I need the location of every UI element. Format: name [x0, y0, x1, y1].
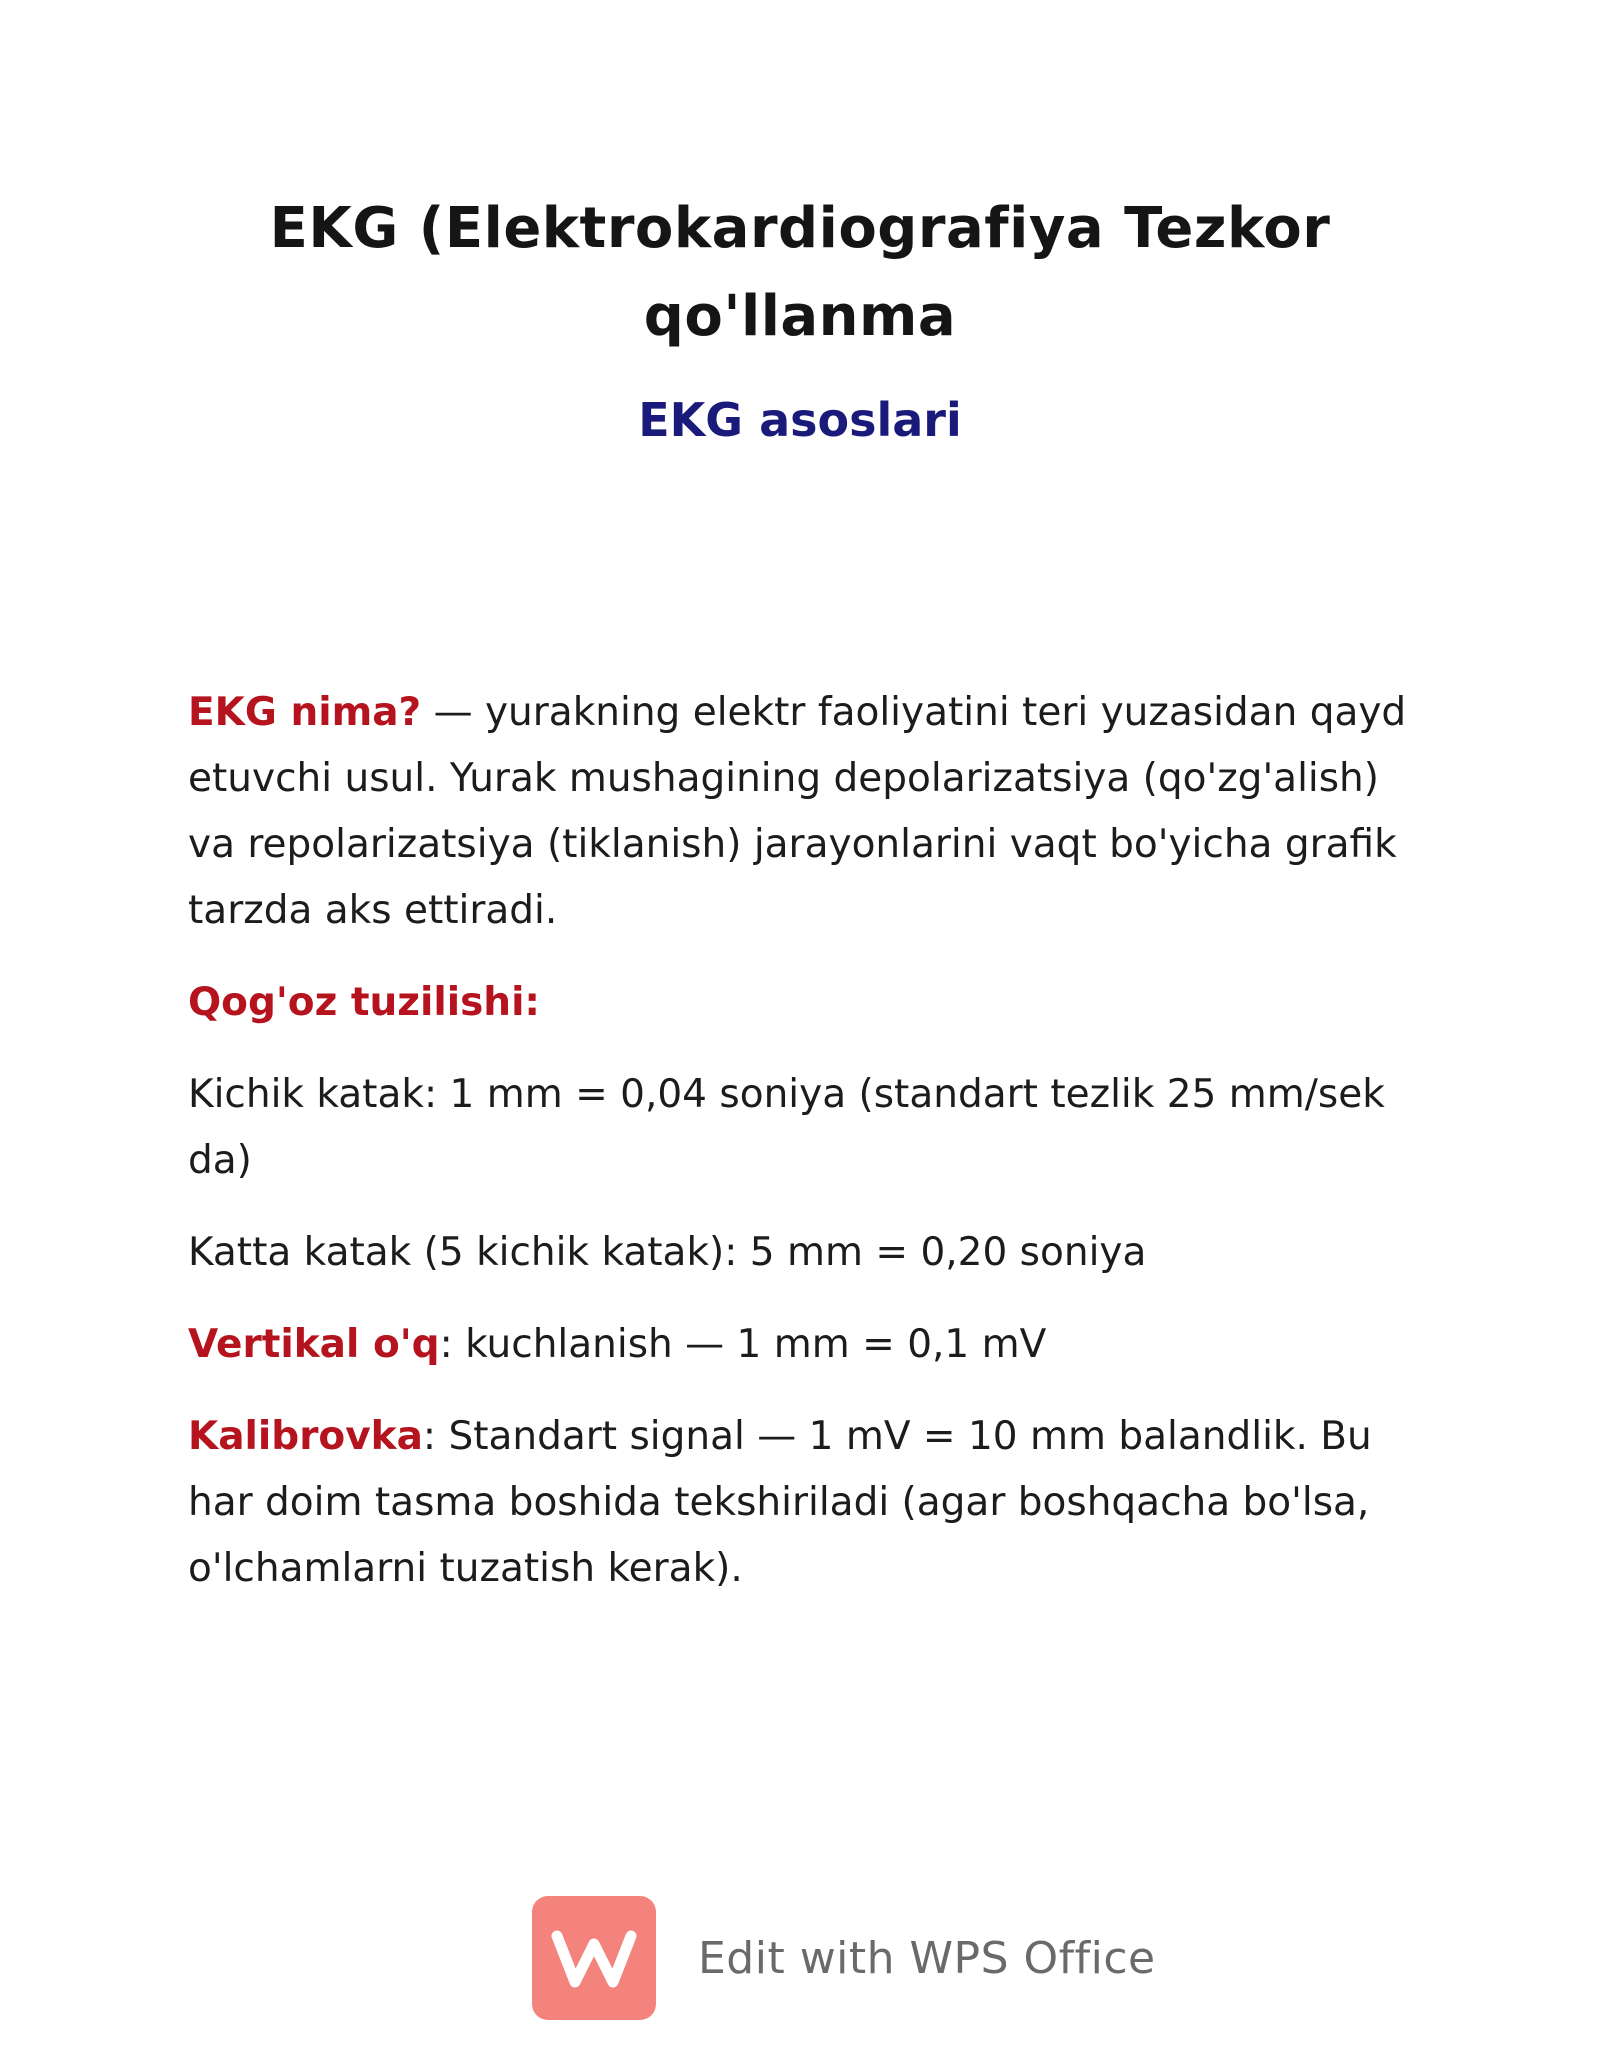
calibration-term: Kalibrovka: [188, 1414, 423, 1459]
title-line-2: qo'llanma: [643, 284, 957, 349]
document-title: [250, 185, 1350, 361]
title-line-1: EKG (Elektrokardiografiya Tezkor: [269, 196, 1331, 261]
intro-paragraph: [188, 680, 1428, 944]
document-subtitle: EKG asoslari: [638, 393, 962, 447]
vertical-term: Vertikal o'q: [188, 1322, 440, 1367]
wps-office-logo-icon: [532, 1896, 656, 2020]
large-box-paragraph: Katta katak (5 kichik katak): 5 mm = 0,20 soniya: [188, 1230, 1147, 1275]
vertical-text: : kuchlanish — 1 mm = 0,1 mV: [439, 1322, 1047, 1367]
paper-structure-heading: Qog'oz tuzilishi:: [188, 980, 541, 1025]
wps-watermark[interactable]: [532, 1895, 1156, 2021]
wps-watermark-text: Edit with WPS Office: [698, 1932, 1156, 1984]
calibration-paragraph: [188, 1404, 1428, 1602]
document-body: [188, 680, 1428, 1602]
calibration-text: : Standart signal — 1 mV = 10 mm balandlik. Bu har doim tasma boshida tekshiriladi (agar boshqacha bo'lsa, o'lchamlarni tuzatish kerak).: [188, 1414, 1372, 1591]
intro-text: — yurakning elektr faoliyatini teri yuzasidan qayd etuvchi usul. Yurak mushagining depolarizatsiya (qo'zg'alish) va repolarizatsiya (tiklanish) jarayonlarini vaqt bo'yicha grafik tarzda aks ettiradi.: [188, 690, 1407, 933]
vertical-axis-paragraph: [188, 1312, 1428, 1378]
small-box-paragraph: Kichik katak: 1 mm = 0,04 soniya (standart tezlik 25 mm/sek da): [188, 1072, 1385, 1183]
wps-w-glyph-icon: [551, 1926, 637, 1990]
intro-term: EKG nima?: [188, 690, 422, 735]
